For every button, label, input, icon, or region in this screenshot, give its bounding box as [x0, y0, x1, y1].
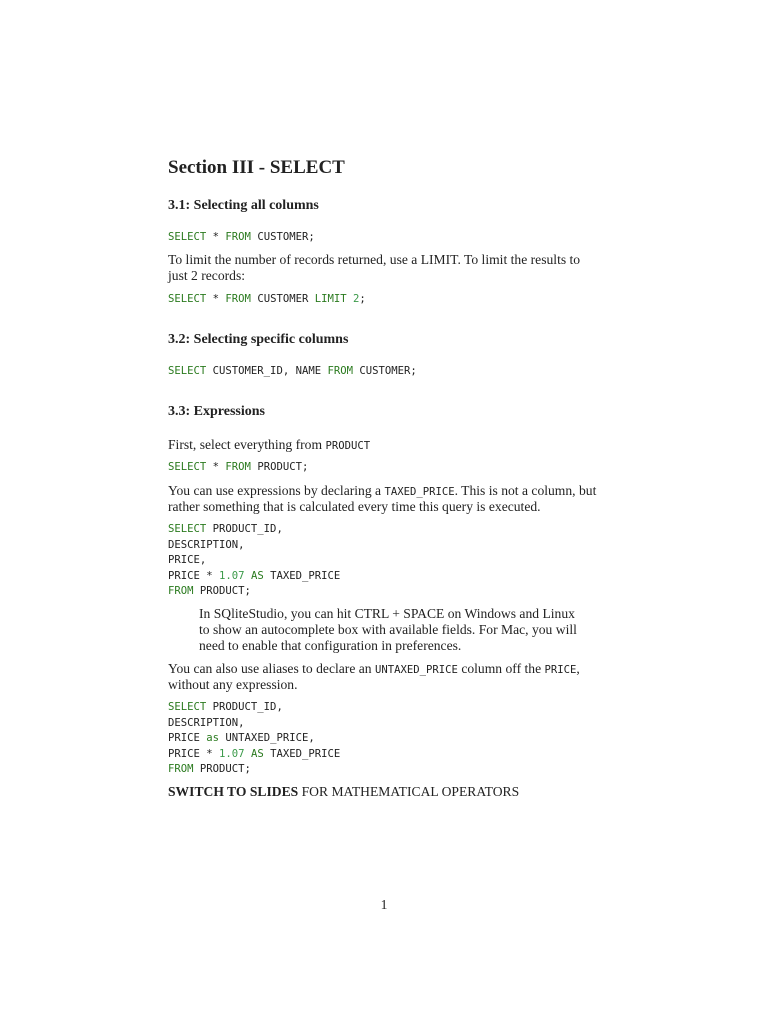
text: ,: [576, 661, 580, 676]
code-line: [168, 569, 340, 585]
sql-number: 2: [353, 293, 360, 305]
sql-keyword: SELECT: [168, 293, 207, 305]
code-select-columns: [168, 364, 417, 380]
sql-keyword: FROM: [225, 461, 251, 473]
subsection-heading-3-2: 3.2: Selecting specific columns: [168, 332, 349, 347]
code-line: [168, 522, 340, 538]
code-text: TAXED_PRICE: [263, 569, 341, 582]
sql-number: 1.07: [219, 747, 245, 760]
code-text: PRICE *: [168, 747, 220, 760]
sql-keyword: SELECT: [168, 231, 207, 243]
text: . This is not a column, but: [454, 483, 597, 498]
switch-rest: FOR MATHEMATICAL OPERATORS: [298, 784, 520, 799]
code-text: UNTAXED_PRICE,: [219, 732, 315, 744]
code-text: PRODUCT_ID,: [206, 701, 283, 713]
paragraph-first-select: [168, 437, 370, 455]
sql-keyword: as: [206, 732, 220, 744]
code-text: CUSTOMER_ID, NAME: [206, 365, 328, 377]
code-text: PRODUCT;: [193, 585, 251, 597]
code-text: PRODUCT_ID,: [206, 523, 283, 535]
inline-code: PRICE: [544, 664, 577, 676]
sql-keyword: FROM: [327, 365, 353, 377]
code-select-product: [168, 460, 308, 476]
sql-keyword: SELECT: [168, 523, 207, 535]
inline-code: TAXED_PRICE: [384, 486, 455, 498]
switch-to-slides-note: [168, 784, 519, 800]
paragraph-expressions-line1: [168, 483, 596, 501]
code-text: *: [206, 231, 226, 243]
paragraph-aliases-line2: without any expression.: [168, 677, 298, 692]
note-line2: to show an autocomplete box with available fields. For Mac, you will: [199, 622, 577, 637]
sql-keyword: LIMIT: [314, 293, 347, 305]
section-title: Section III - SELECT: [168, 157, 345, 178]
sql-keyword: SELECT: [168, 701, 207, 713]
code-line: DESCRIPTION,: [168, 716, 245, 729]
text: First, select everything from: [168, 437, 326, 452]
sql-keyword: FROM: [225, 231, 251, 243]
code-select-limit: [168, 292, 366, 308]
code-line: DESCRIPTION,: [168, 538, 245, 551]
sql-keyword: AS: [250, 747, 264, 760]
code-text: PRICE *: [168, 569, 220, 582]
code-text: CUSTOMER: [250, 293, 315, 305]
switch-bold: SWITCH TO SLIDES: [168, 784, 299, 799]
note-line3: need to enable that configuration in preferences.: [199, 638, 462, 653]
code-line: [168, 747, 340, 763]
paragraph-expressions-line2: rather something that is calculated every time this query is executed.: [168, 499, 541, 514]
subsection-heading-3-1: 3.1: Selecting all columns: [168, 198, 319, 213]
code-text: TAXED_PRICE: [263, 747, 341, 760]
code-line: [168, 700, 340, 716]
text: You can also use aliases to declare an: [168, 661, 375, 676]
code-text: CUSTOMER;: [352, 365, 417, 377]
code-text: PRODUCT;: [193, 763, 251, 775]
note-line1: In SQliteStudio, you can hit CTRL + SPACE on Windows and Linux: [199, 606, 575, 621]
code-text: CUSTOMER;: [250, 231, 315, 243]
sql-number: 1.07: [219, 569, 245, 582]
inline-code: PRODUCT: [325, 440, 371, 452]
text: You can use expressions by declaring a: [168, 483, 385, 498]
paragraph-limit-line1: To limit the number of records returned, use a LIMIT. To limit the results to: [168, 252, 581, 267]
sql-keyword: FROM: [225, 293, 251, 305]
code-text: ;: [359, 293, 366, 305]
sql-keyword: FROM: [168, 763, 194, 775]
code-text: PRICE: [168, 732, 207, 744]
code-line: PRICE,: [168, 554, 207, 566]
code-select-all-customer: [168, 230, 315, 246]
subsection-heading-3-3: 3.3: Expressions: [168, 404, 265, 419]
inline-code: UNTAXED_PRICE: [375, 664, 458, 676]
paragraph-aliases-line1: [168, 661, 580, 679]
paragraph-limit-line2: just 2 records:: [168, 268, 246, 283]
sql-keyword: FROM: [168, 585, 194, 597]
sql-keyword: SELECT: [168, 365, 207, 377]
code-line: [168, 731, 340, 747]
code-text: PRODUCT;: [250, 461, 309, 473]
page-number: 1: [380, 897, 388, 912]
sql-keyword: SELECT: [168, 461, 207, 473]
code-line: [168, 762, 340, 778]
text: column off the: [457, 661, 545, 676]
code-line: [168, 584, 340, 600]
code-text: *: [206, 461, 226, 473]
code-untaxed-price: [168, 700, 340, 778]
code-taxed-price: [168, 522, 340, 600]
sql-keyword: AS: [250, 569, 264, 582]
code-text: *: [206, 293, 226, 305]
